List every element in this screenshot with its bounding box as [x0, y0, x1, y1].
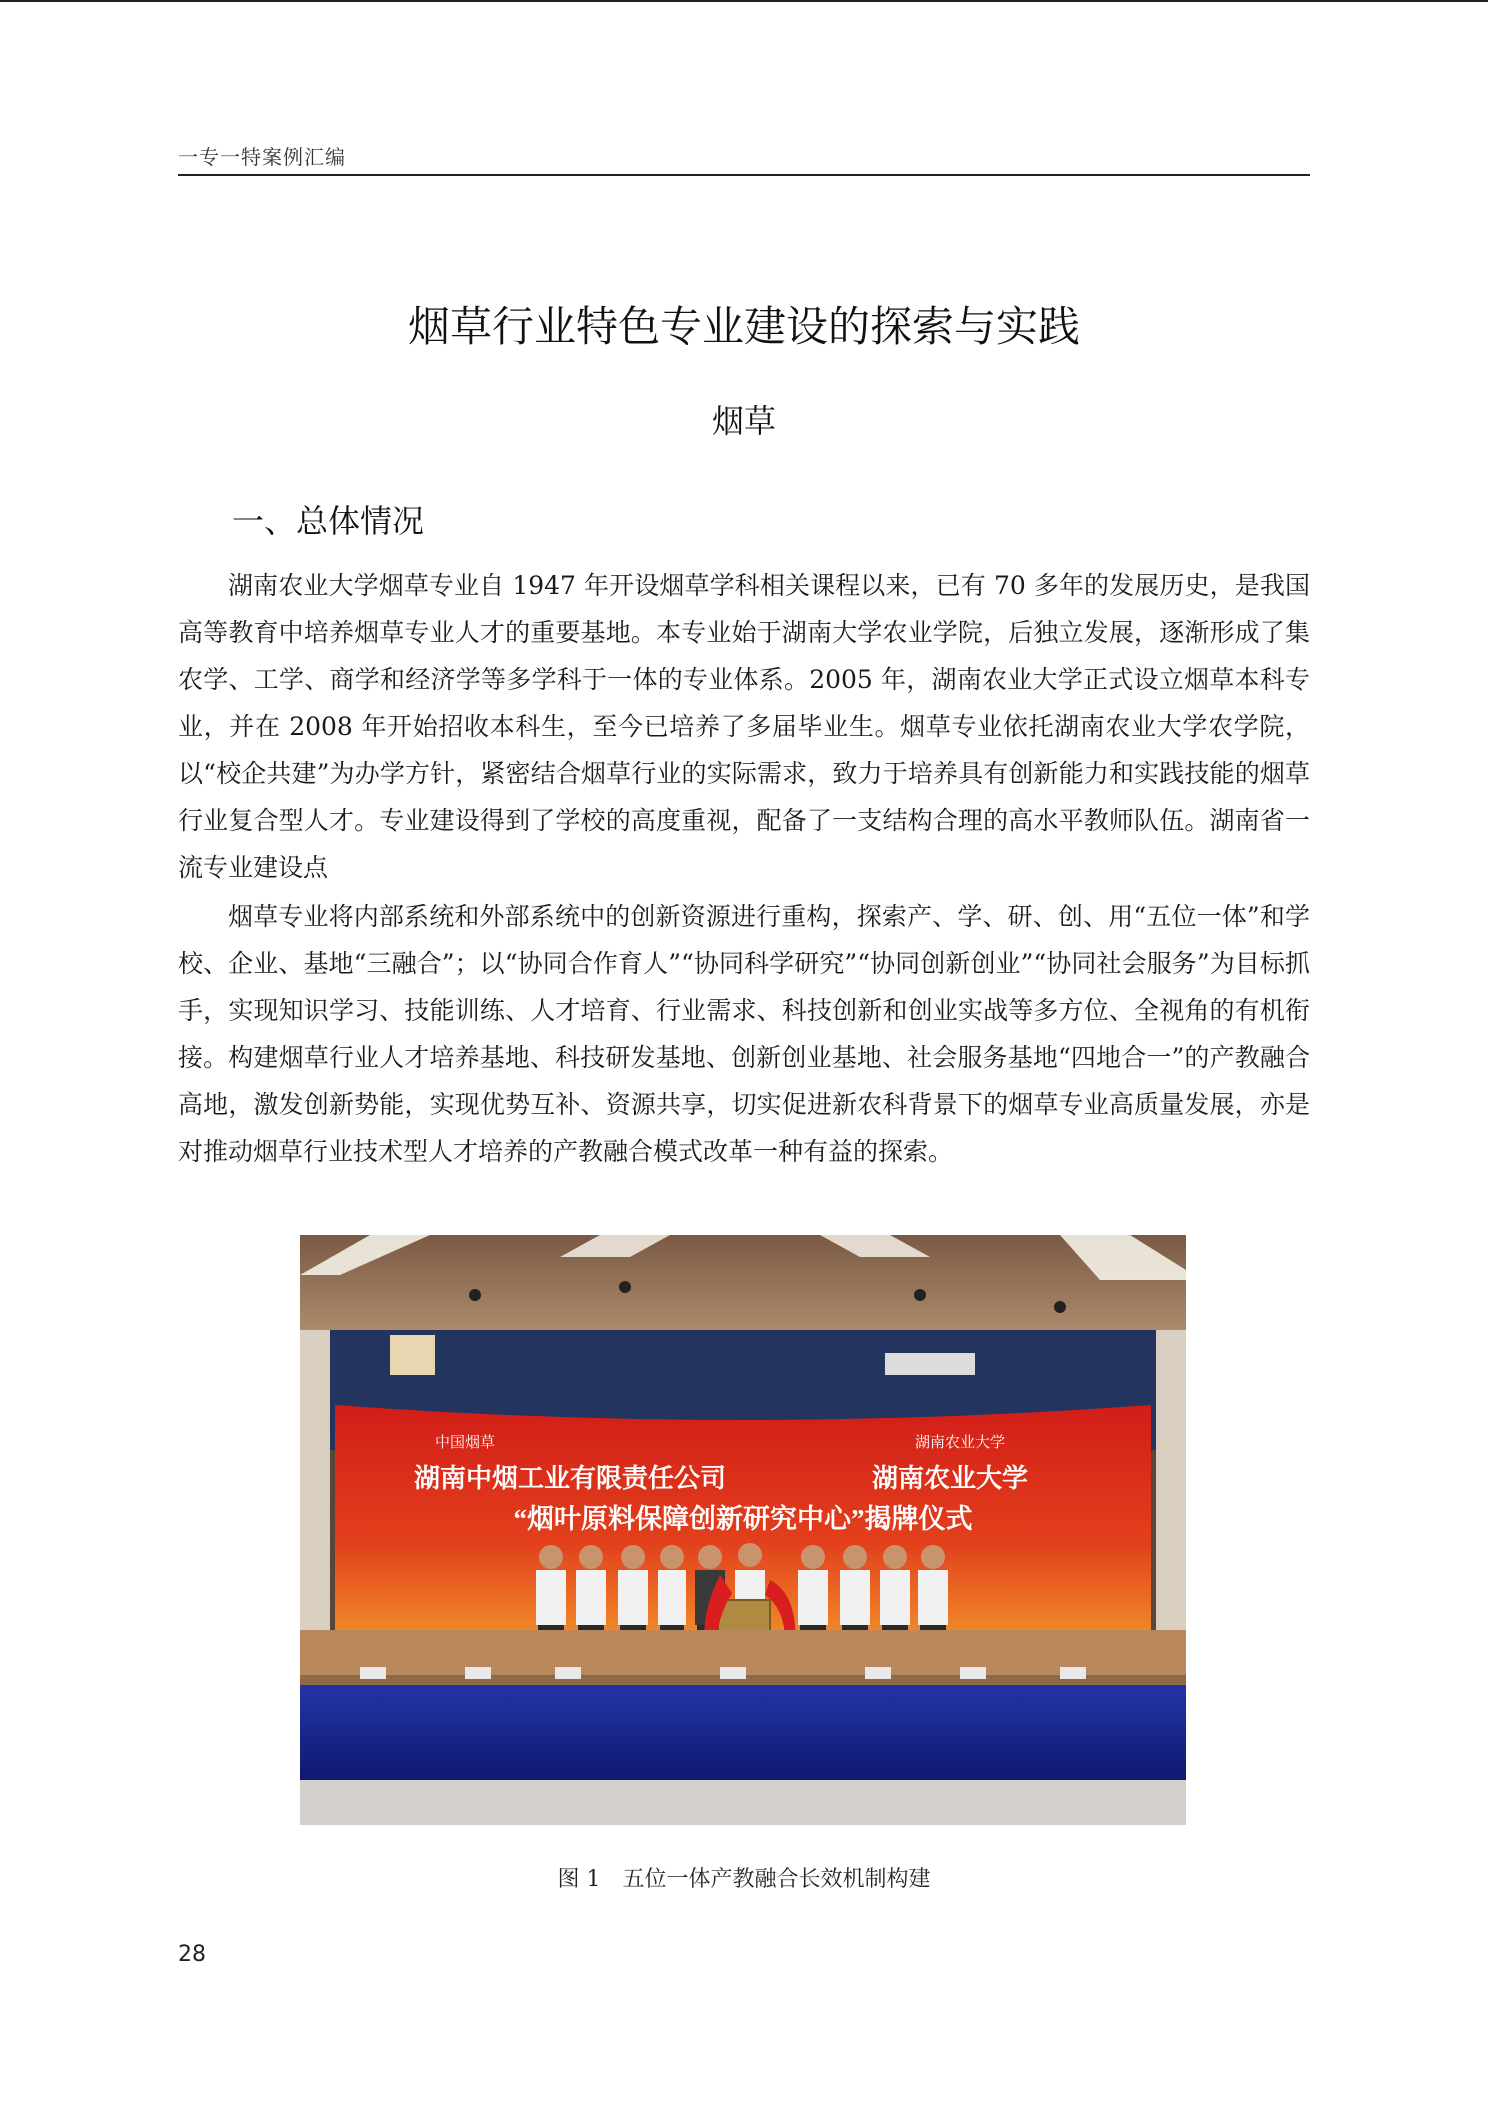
- running-header: [178, 140, 1310, 176]
- spotlight: [1054, 1301, 1066, 1313]
- paragraph-2: 烟草专业将内部系统和外部系统中的创新资源进行重构，探索产、学、研、创、用“五位一体”和学校、企业、基地“三融合”；以“协同合作育人”“协同科学研究”“协同创新创业”“协同社会服务”为目标抓手，实现知识学习、技能训练、人才培育、行业需求、科技创新和创业实战等多方位、全视角的有机衔接。构建烟草行业人才培养基地、科技研发基地、创新创业基地、社会服务基地“四地合一”的产教融合高地，激发创新势能，实现优势互补、资源共享，切实促进新农科背景下的烟草专业高质量发展，亦是对推动烟草行业技术型人才培养的产教融合模式改革一种有益的探索。: [178, 902, 1310, 1166]
- article-title: 烟草行业特色专业建设的探索与实践: [407, 302, 1080, 351]
- article-author: 烟草: [711, 402, 776, 440]
- window: [390, 1335, 435, 1375]
- ceiling: [300, 1235, 1186, 1345]
- figure-caption: 图 1 五位一体产教融合长效机制构建: [557, 1867, 931, 1892]
- ceremony-photo-illustration: [300, 1235, 1186, 1825]
- vent: [885, 1353, 975, 1375]
- blue-table-cloth: [300, 1685, 1186, 1780]
- spotlight: [619, 1281, 631, 1293]
- banner-logo-right: 湖南农业大学: [915, 1435, 1006, 1451]
- section-heading: 一、总体情况: [232, 502, 425, 540]
- figure-ceremony-photo: [300, 1235, 1186, 1825]
- banner-logo-left: 中国烟草: [435, 1434, 496, 1451]
- paragraph-1: 湖南农业大学烟草专业自 1947 年开设烟草学科相关课程以来，已有 70 多年的发展历史，是我国高等教育中培养烟草专业人才的重要基地。本专业始于湖南大学农业学院，后独立发展，逐渐形成了集农学、工学、商学和经济学等多学科于一体的专业体系。2005 年，湖南农业大学正式设立烟草本科专业，并在 2008 年开始招收本科生，至今已培养了多届毕业生。烟草专业依托湖南农业大学农学院，以“校企共建”为办学方针，紧密结合烟草行业的实际需求，致力于培养具有创新能力和实践技能的烟草行业复合型人才。专业建设得到了学校的高度重视，配备了一支结构合理的高水平教师队伍。湖南省一流专业建设点: [178, 571, 1310, 882]
- banner-line-2: “烟叶原料保障创新研究中心”揭牌仪式: [513, 1504, 973, 1534]
- page-number: 28: [178, 1942, 206, 1967]
- desk-name-cards: [360, 1667, 1086, 1679]
- running-header-label: 一专一特案例汇编: [178, 145, 346, 169]
- banner-line-1-right: 湖南农业大学: [871, 1464, 1029, 1493]
- floor: [300, 1780, 1186, 1825]
- top-border-line: [0, 0, 1488, 2]
- spotlight: [469, 1289, 481, 1301]
- spotlight: [914, 1289, 926, 1301]
- banner-line-1-left: 湖南中烟工业有限责任公司: [413, 1464, 727, 1493]
